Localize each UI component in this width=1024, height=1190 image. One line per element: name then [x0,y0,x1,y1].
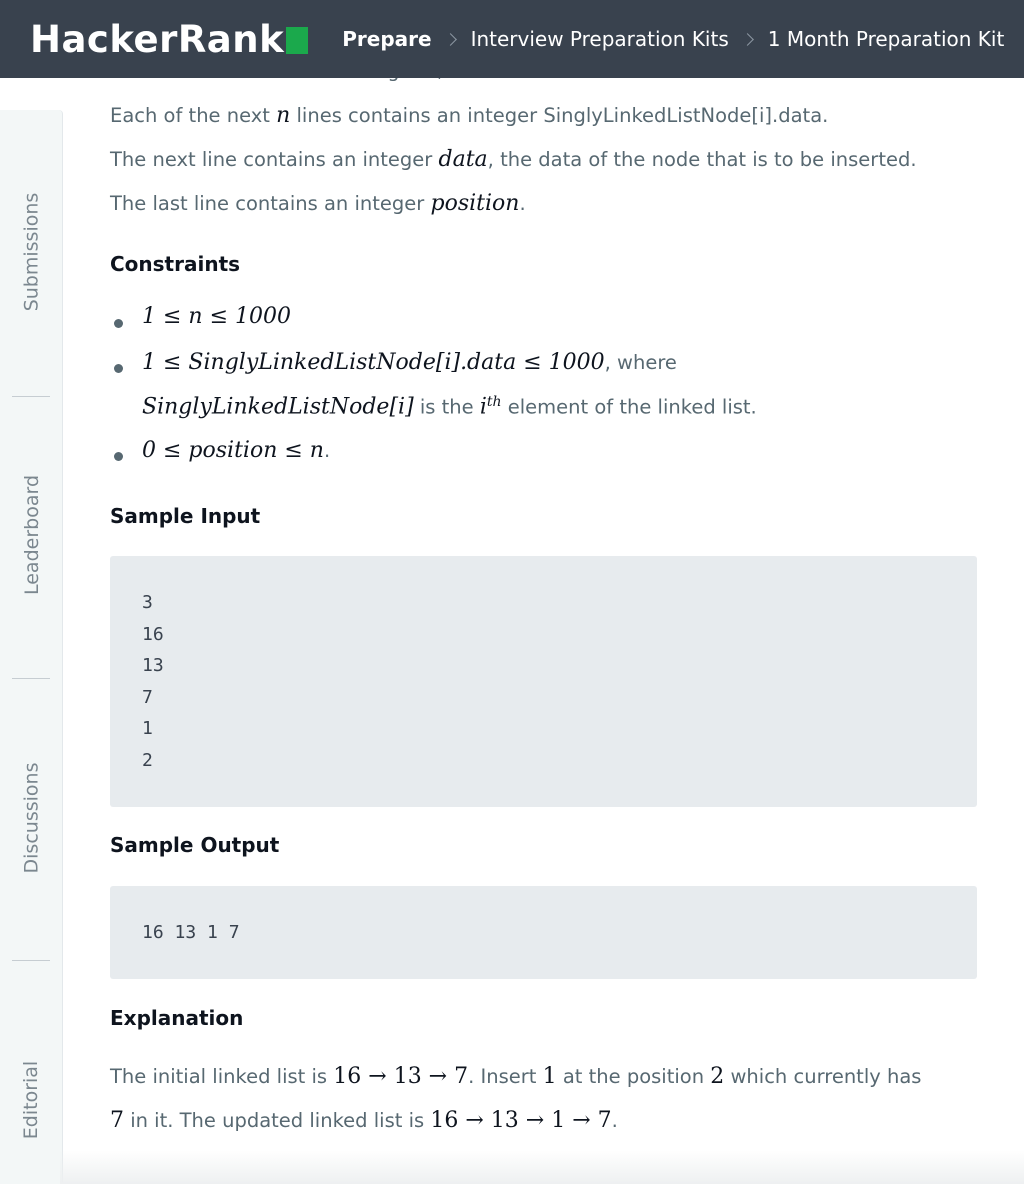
code-line: 13 [142,655,164,676]
constraint-item-continued: SinglyLinkedListNode[i] is the $i^{th}$ element of the linked list. [142,394,757,420]
top-navigation-bar [0,0,1024,78]
tab-leaderboard-label: Leaderboard [20,474,43,596]
sample-output-block [110,886,977,979]
explanation-line: The initial linked list is 16 → 13 → 7. Insert 1 at the position 2 which currently has [110,1064,922,1089]
sidebar-divider [12,678,50,679]
sample-input-heading: Sample Input [110,504,261,528]
sidebar-divider [12,396,50,397]
chevron-right-icon [741,33,754,46]
sidebar-divider [12,960,50,961]
bullet-icon [114,319,123,328]
left-sidebar [0,110,63,1184]
code-line: 3 [142,592,153,613]
tab-editorial-label: Editorial [20,1060,43,1140]
input-format-line: Each of the next n lines contains an integer SinglyLinkedListNode[i].data. [110,103,829,128]
input-format-line: The next line contains an integer data, the data of the node that is to be inserted. [110,147,917,172]
explanation-heading: Explanation [110,1006,244,1030]
logo-green-block-icon [286,27,308,54]
code-line: 1 [142,718,153,739]
logo-text: HackerRank [30,17,285,61]
constraints-heading: Constraints [110,252,241,276]
code-line: 16 13 1 7 [142,922,240,943]
code-line: 16 [142,624,164,645]
tab-submissions-label: Submissions [20,192,43,312]
breadcrumb [342,27,1004,51]
bottom-shadow [60,1150,1024,1184]
explanation-line: 7 in it. The updated linked list is 16 → 13 → 1 → 7. [110,1108,618,1133]
constraint-item: 0 ≤ position ≤ n. [142,438,331,463]
breadcrumb-prepare[interactable]: Prepare [342,27,432,51]
tab-submissions[interactable] [0,162,63,342]
sample-output-heading: Sample Output [110,833,280,857]
chevron-right-icon [444,33,457,46]
constraint-item: 1 ≤ n ≤ 1000 [142,304,291,329]
bullet-icon [114,364,123,373]
constraint-item: 1 ≤ SinglyLinkedListNode[i].data ≤ 1000, where [142,350,677,375]
tab-editorial[interactable] [0,1010,63,1190]
tab-discussions-label: Discussions [20,762,43,874]
breadcrumb-interview-kits[interactable]: Interview Preparation Kits [470,27,729,51]
tab-discussions[interactable] [0,728,63,908]
code-line: 2 [142,750,153,771]
input-format-line: The last line contains an integer position. [110,191,526,216]
code-line: 7 [142,687,153,708]
tab-leaderboard[interactable] [0,445,63,625]
bullet-icon [114,452,123,461]
sample-input-block [110,556,977,807]
hackerrank-logo[interactable] [30,18,308,61]
breadcrumb-month-kit[interactable]: 1 Month Preparation Kit [767,27,1005,51]
